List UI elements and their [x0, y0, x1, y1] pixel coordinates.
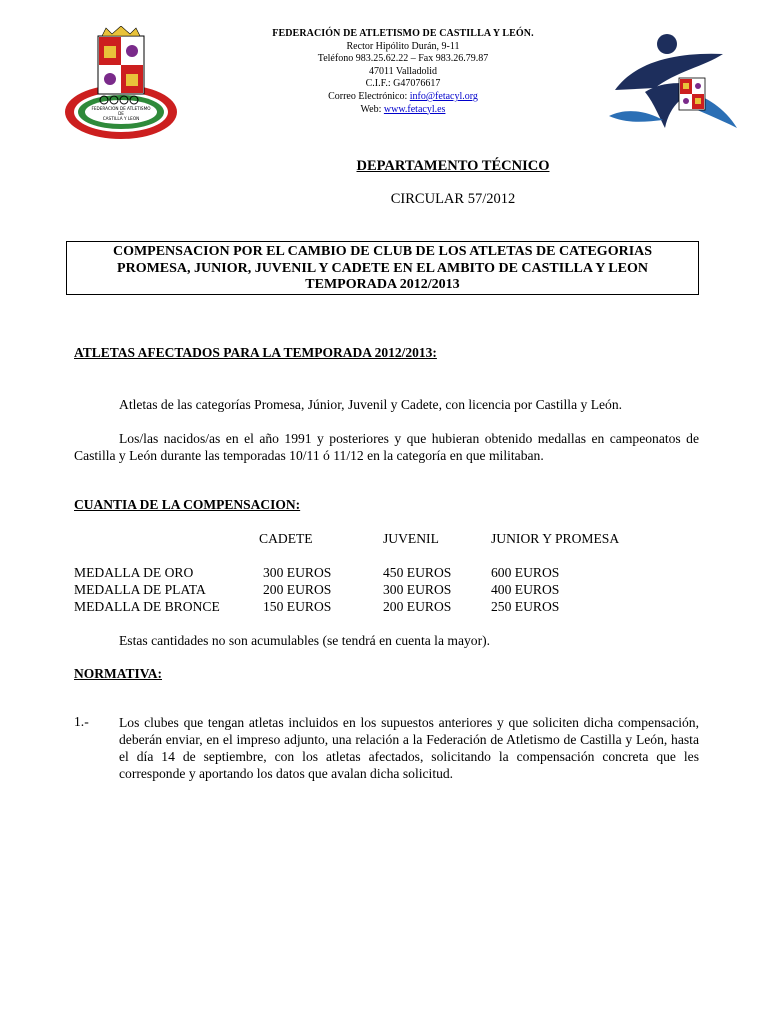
- federation-name: FEDERACIÓN DE ATLETISMO DE CASTILLA Y LEÓN.: [272, 28, 534, 39]
- cell-value: 300 EUROS: [263, 565, 332, 580]
- runner-icon: [605, 32, 743, 144]
- federation-emblem-icon: [62, 26, 180, 144]
- circular-number: CIRCULAR 57/2012: [390, 191, 516, 207]
- cell-value: 300 EUROS: [383, 582, 452, 597]
- address: Rector Hipólito Durán, 9-11: [346, 40, 460, 52]
- column-header-juvenil: JUVENIL: [383, 531, 439, 546]
- title-line-3: TEMPORADA 2012/2013: [305, 277, 460, 292]
- paragraph-eligibility: Los/las nacidos/as en el año 1991 y posteriores y que hubieran obtenido medallas en campeonatos de Castilla y León durante las temporadas 10/11 ó 11/12 en la categoría en que militaban.: [74, 431, 699, 463]
- web-line: [230, 104, 576, 117]
- cell-value: 600 EUROS: [491, 565, 560, 580]
- section-heading-rules: NORMATIVA:: [74, 666, 163, 681]
- rule-text: Los clubes que tengan atletas incluidos en los supuestos anteriores y que soliciten dicha compensación, deberán enviar, en el impreso adjunto, una relación a la Federación de Atletismo de Castilla y León, hasta el día 14 de septiembre, con los atletas afectados, solicitando la compensación concreta que les corresponde y aportando los datos que avalan dicha solicitud.: [119, 715, 699, 781]
- note-not-cumulative: Estas cantidades no son acumulables (se tendrá en cuenta la mayor).: [119, 633, 491, 648]
- svg-text:CASTILLA Y LEON: CASTILLA Y LEON: [102, 116, 140, 121]
- email-line: [230, 91, 576, 104]
- cell-value: 200 EUROS: [263, 582, 332, 597]
- rule-number: 1.-: [74, 714, 89, 729]
- title-line-2: PROMESA, JUNIOR, JUVENIL Y CADETE EN EL AMBITO DE CASTILLA Y LEON: [117, 260, 648, 276]
- column-header-cadete: CADETE: [259, 531, 313, 546]
- email-link[interactable]: info@fetacyl.org: [409, 90, 478, 102]
- row-label-silver: MEDALLA DE PLATA: [74, 582, 206, 597]
- email-label: Correo Electrónico:: [328, 90, 410, 102]
- document-title-box: [66, 241, 699, 295]
- paragraph-categories: Atletas de las categorías Promesa, Júnior, Juvenil y Cadete, con licencia por Castilla y León.: [119, 397, 623, 412]
- cell-value: 250 EUROS: [491, 599, 560, 614]
- section-heading-amount: CUANTIA DE LA COMPENSACION:: [74, 497, 301, 512]
- section-heading-affected: ATLETAS AFECTADOS PARA LA TEMPORADA 2012/2013:: [74, 345, 437, 360]
- svg-text:FEDERACION DE ATLETISMO: FEDERACION DE ATLETISMO: [91, 106, 151, 111]
- letterhead: [230, 28, 576, 116]
- city: 47011 Valladolid: [368, 65, 438, 77]
- column-header-junior-promesa: JUNIOR Y PROMESA: [491, 531, 620, 546]
- cell-value: 150 EUROS: [263, 599, 332, 614]
- title-line-1: COMPENSACION POR EL CAMBIO DE CLUB DE LOS ATLETAS DE CATEGORIAS: [112, 244, 653, 259]
- phone-fax: Teléfono 983.25.62.22 – Fax 983.26.79.87: [317, 53, 489, 65]
- web-link[interactable]: www.fetacyl.es: [383, 103, 446, 115]
- cell-value: 400 EUROS: [491, 582, 560, 597]
- cell-value: 200 EUROS: [383, 599, 452, 614]
- row-label-gold: MEDALLA DE ORO: [74, 565, 194, 580]
- web-label: Web:: [360, 103, 384, 115]
- department-heading: DEPARTAMENTO TÉCNICO: [356, 158, 550, 174]
- svg-text:DE: DE: [118, 111, 124, 116]
- runner-logo: [605, 32, 743, 144]
- federation-logo: [62, 26, 180, 144]
- row-label-bronze: MEDALLA DE BRONCE: [74, 599, 220, 614]
- cell-value: 450 EUROS: [383, 565, 452, 580]
- cif: C.I.F.: G47076617: [365, 78, 441, 90]
